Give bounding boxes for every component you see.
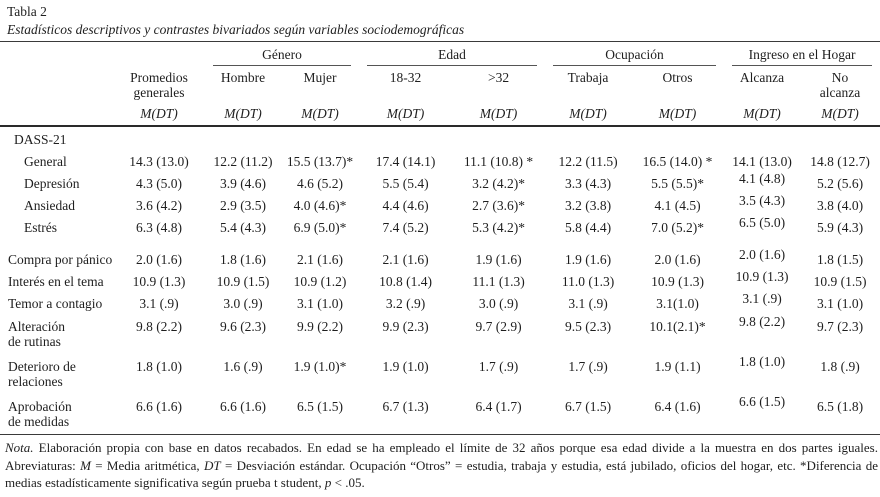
- cell-a1832: [359, 194, 452, 216]
- group-header-ingreso: [724, 42, 880, 67]
- stat-label-row: [0, 100, 880, 126]
- stat-header-a1832: M(DT): [359, 100, 452, 126]
- cell-trabaja: [545, 194, 631, 216]
- cell-value: 11.1 (1.3): [472, 274, 525, 289]
- table-subtitle: Estadísticos descriptivos y contrastes bivariados según variables sociodemográficas: [7, 22, 465, 37]
- cell-trabaja: [545, 216, 631, 238]
- row-label: Compra por pánico: [8, 252, 113, 267]
- cell-gt32: [452, 270, 545, 292]
- row-label: Interés en el tema: [8, 274, 104, 289]
- cell-alcanza: [724, 314, 800, 354]
- table-number: Tabla 2: [7, 4, 47, 19]
- row-label: Estrés: [24, 220, 57, 235]
- cell-hombre: [205, 314, 281, 354]
- cell-value: 2.0 (1.6): [135, 252, 183, 267]
- header-stub: [0, 42, 205, 67]
- cell-value: 12.2 (11.5): [558, 154, 618, 169]
- cell-gt32: [452, 238, 545, 270]
- cell-otros: [631, 238, 724, 270]
- cell-value: 14.8 (12.7): [810, 154, 870, 169]
- group-label-ocupacion: Ocupación: [553, 47, 716, 66]
- cell-noalcanza: [800, 314, 880, 354]
- cell-value: 17.4 (14.1): [375, 154, 436, 169]
- group-header-edad: [359, 42, 545, 67]
- cell-a1832: [359, 314, 452, 354]
- row-label: Alteración de rutinas: [8, 319, 65, 349]
- cell-value: 10.9 (1.2): [293, 274, 347, 289]
- cell-alcanza: [724, 150, 800, 172]
- cell-value: 4.3 (5.0): [135, 176, 183, 191]
- cell-value: 6.9 (5.0)*: [293, 220, 347, 235]
- cell-noalcanza: [800, 238, 880, 270]
- cell-trabaja: [545, 292, 631, 314]
- cell-value: 4.1 (4.8): [738, 171, 786, 186]
- cell-value: 1.8 (1.5): [816, 252, 864, 267]
- table-row: [0, 238, 880, 270]
- row-label: Depresión: [24, 176, 80, 191]
- cell-value: 9.8 (2.2): [135, 319, 183, 334]
- cell-trabaja: [545, 238, 631, 270]
- cell-value: 5.4 (4.3): [219, 220, 267, 235]
- cell-value: 3.3 (4.3): [564, 176, 612, 191]
- cell-alcanza: [724, 216, 800, 238]
- cell-value: 1.9 (1.0)*: [293, 359, 347, 374]
- cell-value: 1.8 (1.0): [738, 354, 786, 369]
- stat-header-hombre: M(DT): [205, 100, 281, 126]
- cell-value: 2.7 (3.6)*: [472, 198, 525, 213]
- cell-value: 6.5 (1.8): [816, 399, 864, 414]
- cell-value: 2.0 (1.6): [654, 252, 701, 267]
- cell-value: 3.6 (4.2): [135, 198, 183, 213]
- cell-trabaja: [545, 270, 631, 292]
- cell-hombre: [205, 172, 281, 194]
- cell-gt32: [452, 172, 545, 194]
- cell-noalcanza: [800, 270, 880, 292]
- cell-value: 1.9 (1.6): [475, 252, 522, 267]
- cell-value: 6.3 (4.8): [135, 220, 183, 235]
- cell-value: 10.9 (1.3): [651, 274, 704, 289]
- cell-mujer: [281, 354, 359, 394]
- cell-value: 3.1 (1.0): [816, 296, 864, 311]
- cell-value: 2.9 (3.5): [219, 198, 267, 213]
- cell-a1832: [359, 270, 452, 292]
- col-header-promedios: Promedios generales: [130, 70, 188, 100]
- stat-header-mujer: M(DT): [281, 100, 359, 126]
- cell-value: 4.4 (4.6): [382, 198, 429, 213]
- cell-value: 3.5 (4.3): [738, 193, 786, 208]
- table-header: [0, 42, 880, 127]
- col-header-ocupacion-0: Trabaja: [567, 70, 609, 85]
- table-row: [0, 394, 880, 435]
- cell-a1832: [359, 238, 452, 270]
- cell-gt32: [452, 292, 545, 314]
- table-section-0: [0, 126, 880, 238]
- group-row-label: DASS-21: [14, 132, 67, 147]
- cell-value: 3.2 (4.2)*: [472, 176, 525, 191]
- cell-mujer: [281, 216, 359, 238]
- cell-value: 14.1 (13.0): [732, 154, 792, 169]
- col-header-ingreso-1: No alcanza: [819, 70, 861, 100]
- row-label: Deterioro de relaciones: [8, 359, 76, 389]
- cell-otros: [631, 150, 724, 172]
- cell-a1832: [359, 292, 452, 314]
- cell-value: 9.6 (2.3): [219, 319, 267, 334]
- cell-mujer: [281, 270, 359, 292]
- note-italic-term: DT: [204, 457, 221, 473]
- cell-value: 9.9 (2.3): [382, 319, 429, 334]
- row-label: Temor a contagio: [8, 296, 103, 311]
- cell-value: 10.9 (1.3): [132, 274, 186, 289]
- table-row: [0, 172, 880, 194]
- cell-prom: [113, 314, 205, 354]
- group-row: [0, 126, 880, 150]
- cell-value: 6.7 (1.3): [382, 399, 429, 414]
- cell-prom: [113, 354, 205, 394]
- stat-header-trabaja: M(DT): [545, 100, 631, 126]
- cell-value: 10.9 (1.5): [216, 274, 270, 289]
- cell-value: 3.8 (4.0): [816, 198, 864, 213]
- cell-value: 7.4 (5.2): [382, 220, 429, 235]
- cell-value: 1.8 (.9): [820, 359, 860, 374]
- cell-a1832: [359, 216, 452, 238]
- spanner-row: [0, 42, 880, 67]
- cell-trabaja: [545, 394, 631, 435]
- cell-otros: [631, 194, 724, 216]
- cell-value: 14.3 (13.0): [129, 154, 189, 169]
- cell-value: 3.0 (.9): [223, 296, 263, 311]
- group-header-genero: [205, 42, 359, 67]
- cell-value: 1.8 (1.6): [219, 252, 267, 267]
- cell-trabaja: [545, 354, 631, 394]
- cell-hombre: [205, 150, 281, 172]
- row-label: Aprobación de medidas: [8, 399, 72, 429]
- stats-table: [0, 41, 880, 435]
- cell-value: 2.1 (1.6): [382, 252, 429, 267]
- row-label: Ansiedad: [24, 198, 75, 213]
- cell-prom: [113, 270, 205, 292]
- cell-value: 4.6 (5.2): [296, 176, 344, 191]
- cell-value: 9.8 (2.2): [738, 314, 786, 329]
- cell-value: 12.2 (11.2): [213, 154, 273, 169]
- cell-alcanza: [724, 354, 800, 394]
- col-header-ocupacion-1: Otros: [662, 70, 693, 85]
- header-stub: [0, 66, 113, 100]
- cell-value: 7.0 (5.2)*: [651, 220, 704, 235]
- table-row: [0, 194, 880, 216]
- note-italic-term: Nota.: [5, 440, 34, 455]
- cell-mujer: [281, 238, 359, 270]
- stat-header-gt32: M(DT): [452, 100, 545, 126]
- cell-value: 5.5 (5.4): [382, 176, 429, 191]
- table-row: [0, 150, 880, 172]
- cell-value: 4.0 (4.6)*: [293, 198, 347, 213]
- cell-otros: [631, 314, 724, 354]
- cell-otros: [631, 354, 724, 394]
- cell-hombre: [205, 194, 281, 216]
- cell-value: 3.1 (.9): [139, 296, 179, 311]
- cell-a1832: [359, 354, 452, 394]
- stat-header-noalcanza: M(DT): [800, 100, 880, 126]
- group-label-edad: Edad: [367, 47, 537, 66]
- cell-value: 6.4 (1.7): [475, 399, 522, 414]
- cell-hombre: [205, 216, 281, 238]
- table-section-1: [0, 238, 880, 435]
- cell-gt32: [452, 354, 545, 394]
- cell-noalcanza: [800, 394, 880, 435]
- cell-hombre: [205, 354, 281, 394]
- table-row: [0, 270, 880, 292]
- cell-noalcanza: [800, 354, 880, 394]
- stat-header-otros: M(DT): [631, 100, 724, 126]
- group-header-ocupacion: [545, 42, 724, 67]
- cell-value: 3.1 (.9): [568, 296, 608, 311]
- cell-mujer: [281, 394, 359, 435]
- col-header-genero-0: Hombre: [220, 70, 266, 85]
- note-italic-term: p: [324, 475, 332, 490]
- cell-value: 5.2 (5.6): [816, 176, 864, 191]
- cell-value: 3.2 (3.8): [564, 198, 612, 213]
- cell-noalcanza: [800, 292, 880, 314]
- cell-value: 3.0 (.9): [478, 296, 519, 311]
- cell-alcanza: [724, 172, 800, 194]
- cell-value: 1.9 (1.1): [654, 359, 701, 374]
- cell-value: 3.2 (.9): [385, 296, 426, 311]
- cell-value: 1.9 (1.0): [382, 359, 429, 374]
- cell-value: 2.1 (1.6): [296, 252, 344, 267]
- cell-mujer: [281, 292, 359, 314]
- cell-a1832: [359, 172, 452, 194]
- cell-value: 3.1(1.0): [656, 296, 699, 311]
- table-row: [0, 354, 880, 394]
- header-stub: [0, 100, 113, 126]
- cell-prom: [113, 216, 205, 238]
- cell-prom: [113, 150, 205, 172]
- cell-alcanza: [724, 292, 800, 314]
- cell-alcanza: [724, 270, 800, 292]
- cell-hombre: [205, 292, 281, 314]
- cell-value: 1.9 (1.6): [564, 252, 612, 267]
- cell-alcanza: [724, 194, 800, 216]
- table-note: Nota. Elaboración propia con base en datos recabados. En edad se ha empleado el límite de 32 años porque esa edad divide a la muestra en dos partes iguales. Abreviaturas: M = Media aritmética, DT = Desviación estándar. Ocupación “Otros” = estudia, trabaja y estudia, está jubilado, oficios del hogar, etc. *Diferencia de medias estadísticamente significativa según prueba t student, p < .05.: [5, 440, 879, 490]
- cell-mujer: [281, 194, 359, 216]
- stat-header-alcanza: M(DT): [724, 100, 800, 126]
- cell-mujer: [281, 314, 359, 354]
- cell-otros: [631, 216, 724, 238]
- cell-gt32: [452, 314, 545, 354]
- cell-otros: [631, 394, 724, 435]
- cell-value: 16.5 (14.0) *: [642, 154, 713, 169]
- cell-value: 5.8 (4.4): [564, 220, 612, 235]
- cell-prom: [113, 394, 205, 435]
- cell-mujer: [281, 150, 359, 172]
- note-italic-term: M: [80, 457, 91, 473]
- table-row: [0, 292, 880, 314]
- cell-trabaja: [545, 150, 631, 172]
- cell-value: 3.9 (4.6): [219, 176, 267, 191]
- cell-noalcanza: [800, 172, 880, 194]
- table-row: [0, 314, 880, 354]
- col-header-edad-0: 18-32: [389, 70, 422, 85]
- cell-value: 1.8 (1.0): [135, 359, 183, 374]
- cell-value: 5.5 (5.5)*: [651, 176, 704, 191]
- cell-value: 15.5 (13.7)*: [286, 154, 354, 169]
- cell-value: 10.1(2.1)*: [649, 319, 706, 334]
- cell-value: 6.6 (1.6): [219, 399, 267, 414]
- cell-value: 9.7 (2.3): [816, 319, 864, 334]
- cell-value: 1.7 (.9): [478, 359, 519, 374]
- cell-hombre: [205, 394, 281, 435]
- cell-gt32: [452, 216, 545, 238]
- cell-alcanza: [724, 394, 800, 435]
- col-header-genero-1: Mujer: [303, 70, 337, 85]
- cell-value: 9.5 (2.3): [564, 319, 612, 334]
- col-header-ingreso-0: Alcanza: [739, 70, 785, 85]
- cell-prom: [113, 194, 205, 216]
- cell-value: 9.7 (2.9): [475, 319, 522, 334]
- cell-value: 4.1 (4.5): [654, 198, 701, 213]
- cell-value: 10.9 (1.3): [735, 269, 789, 284]
- cell-hombre: [205, 238, 281, 270]
- cell-value: 3.1 (.9): [742, 291, 782, 306]
- cell-value: 6.5 (1.5): [296, 399, 344, 414]
- table-caption: [0, 0, 880, 41]
- stat-header-prom: M(DT): [113, 100, 205, 126]
- cell-value: 6.6 (1.6): [135, 399, 183, 414]
- group-label-ingreso: Ingreso en el Hogar: [732, 47, 872, 66]
- cell-noalcanza: [800, 194, 880, 216]
- cell-otros: [631, 270, 724, 292]
- cell-gt32: [452, 150, 545, 172]
- cell-gt32: [452, 394, 545, 435]
- col-label-row: [0, 66, 880, 100]
- cell-a1832: [359, 150, 452, 172]
- cell-prom: [113, 172, 205, 194]
- cell-noalcanza: [800, 216, 880, 238]
- cell-noalcanza: [800, 150, 880, 172]
- cell-a1832: [359, 394, 452, 435]
- cell-value: 11.0 (1.3): [561, 274, 615, 289]
- row-label: General: [24, 154, 67, 169]
- cell-value: 1.6 (.9): [223, 359, 263, 374]
- cell-value: 5.9 (4.3): [816, 220, 864, 235]
- cell-mujer: [281, 172, 359, 194]
- cell-gt32: [452, 194, 545, 216]
- cell-otros: [631, 292, 724, 314]
- cell-value: 6.7 (1.5): [564, 399, 612, 414]
- cell-value: 1.7 (.9): [568, 359, 608, 374]
- cell-trabaja: [545, 314, 631, 354]
- cell-hombre: [205, 270, 281, 292]
- table-row: [0, 216, 880, 238]
- cell-value: 5.3 (4.2)*: [472, 220, 525, 235]
- cell-value: 10.8 (1.4): [379, 274, 432, 289]
- cell-value: 6.6 (1.5): [738, 394, 786, 409]
- cell-trabaja: [545, 172, 631, 194]
- group-label-genero: Género: [213, 47, 351, 66]
- cell-value: 3.1 (1.0): [296, 296, 344, 311]
- cell-alcanza: [724, 238, 800, 270]
- col-header-edad-1: >32: [487, 70, 510, 85]
- cell-value: 2.0 (1.6): [738, 247, 786, 262]
- cell-value: 6.5 (5.0): [738, 215, 786, 230]
- cell-value: 9.9 (2.2): [296, 319, 344, 334]
- cell-otros: [631, 172, 724, 194]
- cell-prom: [113, 238, 205, 270]
- cell-prom: [113, 292, 205, 314]
- cell-value: 11.1 (10.8) *: [463, 154, 534, 169]
- cell-value: 6.4 (1.6): [654, 399, 701, 414]
- cell-value: 10.9 (1.5): [813, 274, 867, 289]
